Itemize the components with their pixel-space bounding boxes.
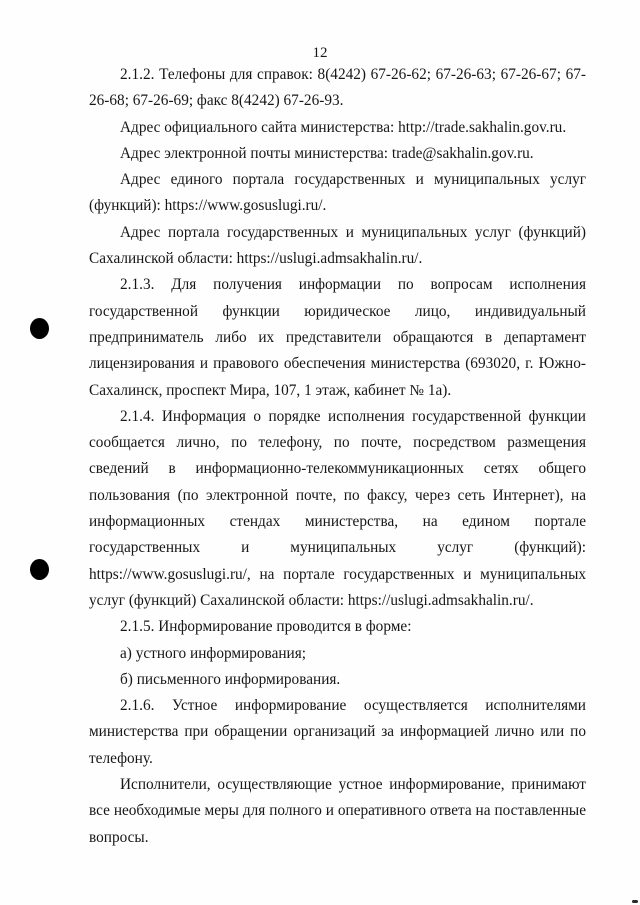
punch-hole-mark xyxy=(30,318,49,339)
document-body xyxy=(89,62,586,851)
paragraph-2-1-2-phones: 2.1.2. Телефоны для справок: 8(4242) 67-26-62; 67-26-63; 67-26-67; 67-26-68; 67-26-69; факс 8(4242) 67-26-93. xyxy=(89,66,586,110)
paragraph-2-1-6: 2.1.6. Устное информирование осуществляется исполнителями министерства при обращении организаций за информацией лично или по телефону. xyxy=(89,697,586,767)
punch-hole-mark xyxy=(30,559,49,580)
paragraph-2-1-4: 2.1.4. Информация о порядке исполнения государственной функции сообщается лично, по телефону, по почте, посредством размещения сведений в информационно-телекоммуникационных сетях общего пользования (по электронной почте, по факсу, через сеть Интернет), на информационных стендах министерства, на едином портале государственных и муниципальных услуг (функций): https://www.gosuslugi.ru/, на портале государственных и муниципальных услуг (функций) Сахалинской области: https://uslugi.admsakhalin.ru/. xyxy=(89,407,586,609)
page-number: 12 xyxy=(312,45,328,61)
paragraph-2-1-3: 2.1.3. Для получения информации по вопросам исполнения государственной функции юридическое лицо, индивидуальный предприниматель либо их представители обращаются в департамент лицензирования и правового обеспечения министерства (693020, г. Южно-Сахалинск, проспект Мира, 107, 1 этаж, кабинет № 1а). xyxy=(89,276,586,399)
paragraph-gosuslugi-portal: Адрес единого портала государственных и муниципальных услуг (функций): https://www.gosuslugi.ru/. xyxy=(89,171,586,215)
paragraph-executors: Исполнители, осуществляющие устное информирование, принимают все необходимые меры для полного и оперативного ответа на поставленные вопросы. xyxy=(89,776,586,846)
paragraph-email-address: Адрес электронной почты министерства: trade@sakhalin.gov.ru. xyxy=(120,144,534,162)
paragraph-website-address: Адрес официального сайта министерства: http://trade.sakhalin.gov.ru. xyxy=(120,118,567,136)
list-item-written: б) письменного информирования. xyxy=(120,670,341,688)
paragraph-regional-portal: Адрес портала государственных и муниципальных услуг (функций) Сахалинской области: https://uslugi.admsakhalin.ru/. xyxy=(89,223,586,268)
scan-speck xyxy=(632,900,638,903)
list-item-oral: а) устного информирования; xyxy=(120,644,307,662)
paragraph-2-1-5: 2.1.5. Информирование проводится в форме: xyxy=(120,618,412,636)
